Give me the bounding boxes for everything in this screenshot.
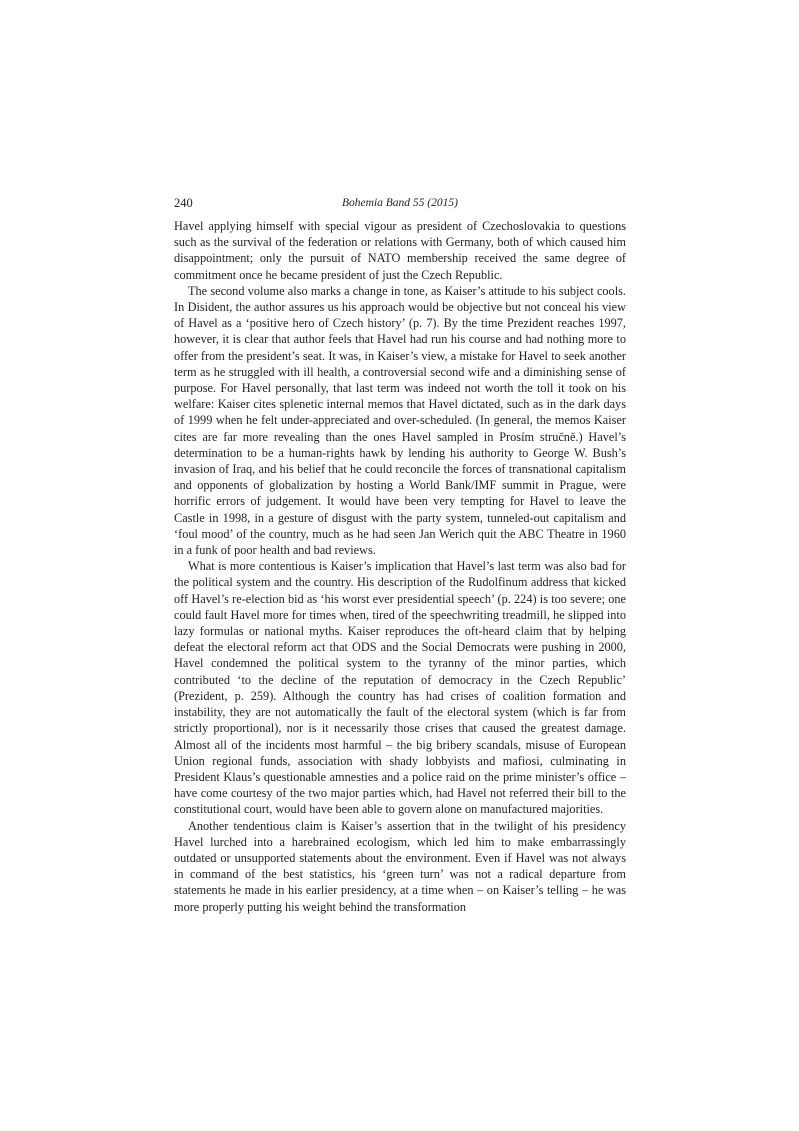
paragraph-1: Havel applying himself with special vigour as president of Czechoslovakia to questions such as the survival of the federation or relations with Germany, both of which caused him disappointment; only the pursuit of NATO membership received the same degree of commitment once he became president of just the Czech Republic. — [174, 219, 626, 282]
body-text — [174, 218, 626, 915]
page-header — [174, 196, 626, 218]
document-page — [174, 196, 626, 915]
paragraph-3: What is more contentious is Kaiser’s implication that Havel’s last term was also bad for the political system and the country. His description of the Rudolfinum address that kicked off Havel’s re-election bid as ‘his worst ever presidential speech’ (p. 224) is too severe; one could fault Havel more for times when, tired of the speechwriting treadmill, he slipped into lazy formulas or national myths. Kaiser reproduces the oft-heard claim that by helping defeat the electoral reform act that ODS and the Social Democrats were pushing in 2000, Havel condemned the political system to the tyranny of the minor parties, which contributed ‘to the decline of the reputation of democracy in the Czech Republic’ (Prezident, p. 259). Although the country has had crises of coalition formation and instability, they are not automatically the fault of the electoral system (which is far from strictly proportional), nor is it necessarily those crises that caused the greatest damage. Almost all of the incidents most harmful – the big bribery scandals, misuse of European Union regional funds, association with shady lobbyists and mafiosi, culminating in President Klaus’s questionable amnesties and a police raid on the prime minister’s office – have come courtesy of the two major parties which, had Havel not referred their bill to the constitutional court, would have been able to govern alone on manufactured majorities. — [174, 559, 626, 817]
paragraph-4: Another tendentious claim is Kaiser’s assertion that in the twilight of his presidency Havel lurched into a harebrained ecologism, which led him to make embarrassingly outdated or unsupported statements about the environment. Even if Havel was not always in command of the best statistics, his ‘green turn’ was not a radical departure from statements he made in his earlier presidency, at a time when – on Kaiser’s telling – he was more properly putting his weight behind the transformation — [174, 818, 626, 914]
running-head: Bohemia Band 55 (2015) — [342, 197, 458, 209]
page-number: 240 — [174, 196, 193, 210]
paragraph-2: The second volume also marks a change in tone, as Kaiser’s attitude to his subject cools. In Disident, the author assures us his approach would be objective but not conceal his view of Havel as a ‘positive hero of Czech history’ (p. 7). By the time Prezident reaches 1997, however, it is clear that author feels that Havel had run his course and had nothing more to offer from the president’s seat. It was, in Kaiser’s view, a mistake for Havel to seek another term as he struggled with ill health, a controversial second wife and a diminishing sense of purpose. For Havel personally, that last term was indeed not worth the toll it took on his welfare: Kaiser cites splenetic internal memos that Havel dictated, such as in the dark days of 1999 when he felt under-appreciated and over-scheduled. (In general, the memos Kaiser cites are far more revealing than the ones Havel sampled in Prosím stručně.) Havel’s determination to be a human-rights hawk by lending his authority to George W. Bush’s invasion of Iraq, and his belief that he could reconcile the forces of transnational capitalism and opponents of globalization by hosting a World Bank/IMF summit in Prague, were horrific errors of judgement. It would have been very tempting for Havel to leave the Castle in 1998, in a gesture of disgust with the party system, tunneled-out capitalism and ‘foul mood’ of the country, much as he had seen Jan Werich quit the ABC Theatre in 1960 in a funk of poor health and bad reviews. — [174, 283, 626, 558]
